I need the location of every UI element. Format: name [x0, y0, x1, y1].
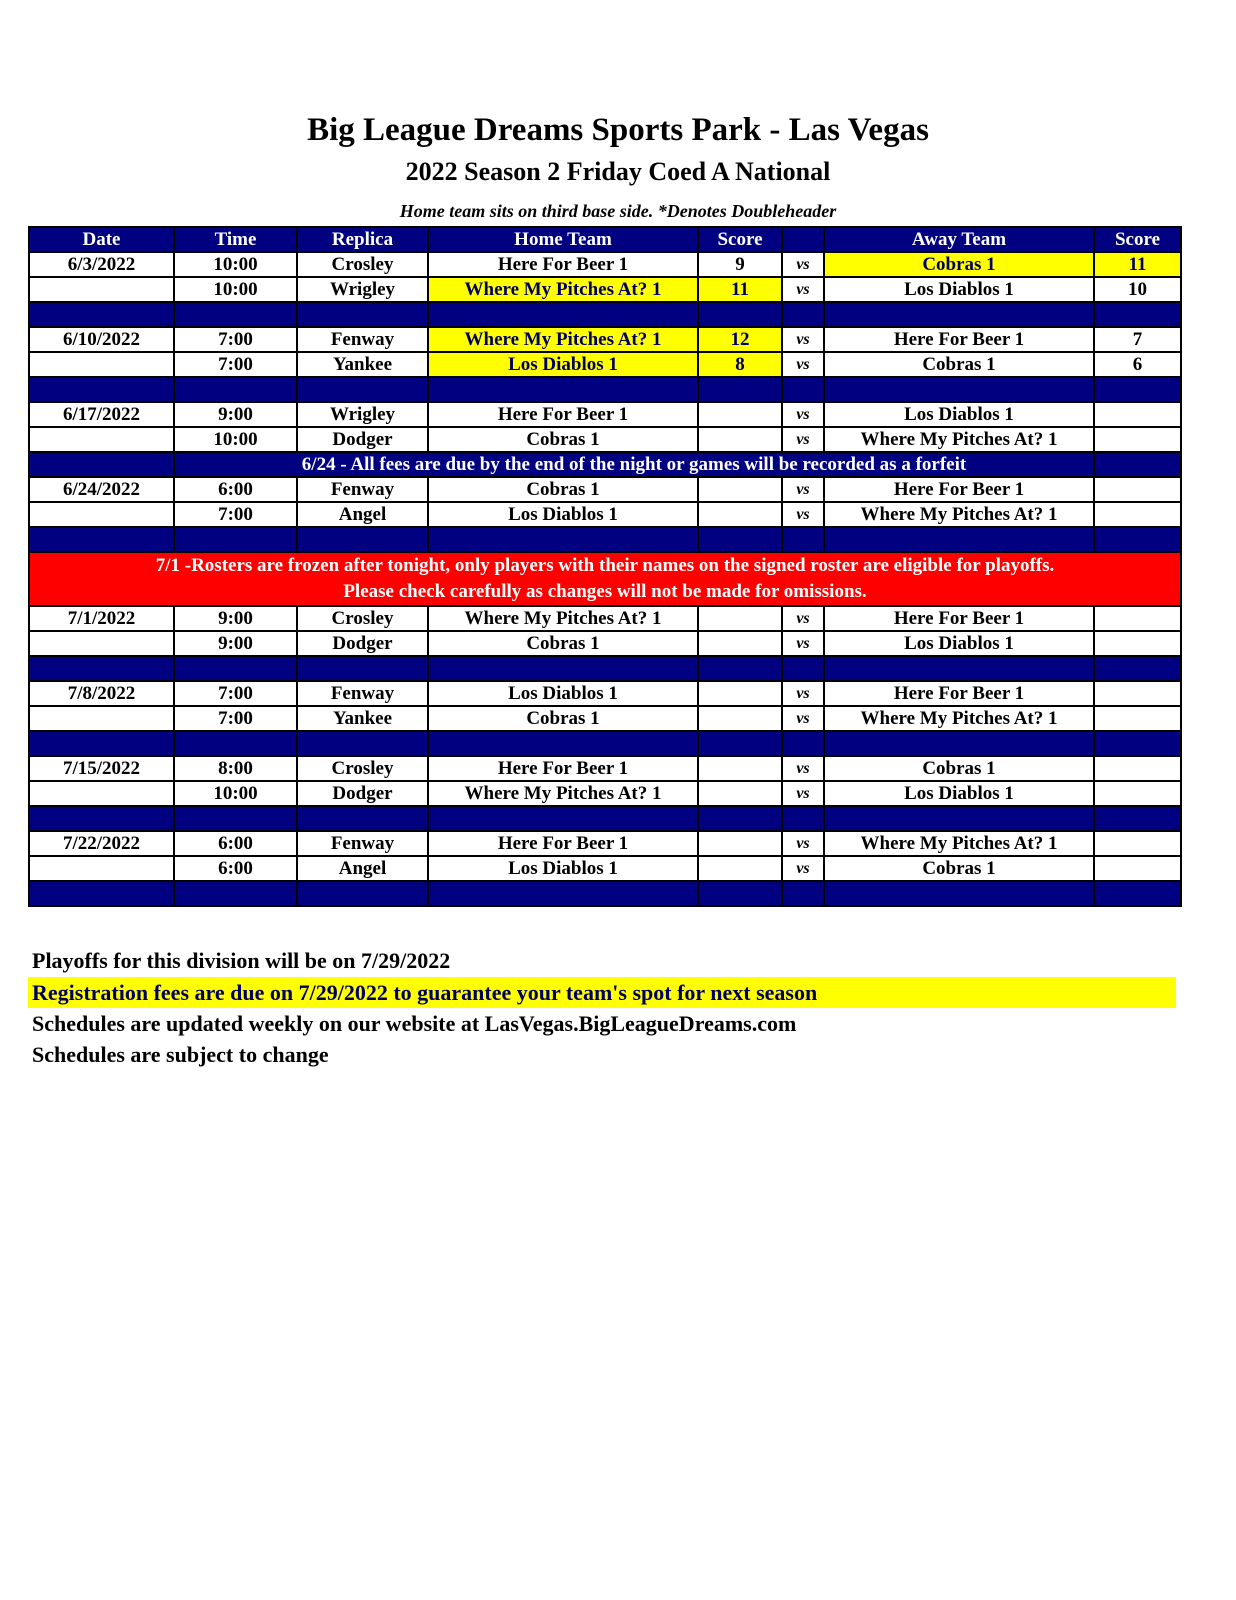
game-date [29, 631, 174, 656]
spacer-cell [1094, 302, 1181, 327]
home-team: Los Diablos 1 [428, 502, 698, 527]
game-row [29, 427, 1181, 452]
game-row [29, 706, 1181, 731]
spacer-cell [297, 881, 428, 906]
spacer-cell [782, 302, 824, 327]
spacer-cell [698, 806, 782, 831]
spacer-cell [1094, 881, 1181, 906]
game-date [29, 856, 174, 881]
vs-label: vs [782, 477, 824, 502]
home-team: Cobras 1 [428, 631, 698, 656]
game-time: 8:00 [174, 756, 297, 781]
game-date [29, 427, 174, 452]
away-score [1094, 427, 1181, 452]
field-name: Crosley [297, 606, 428, 631]
away-score: 7 [1094, 327, 1181, 352]
spacer-row [29, 806, 1181, 831]
schedule-table [28, 226, 1182, 907]
spacer-row [29, 881, 1181, 906]
game-time: 7:00 [174, 327, 297, 352]
home-score [698, 477, 782, 502]
home-score [698, 631, 782, 656]
column-header [782, 227, 824, 252]
spacer-cell [29, 452, 174, 477]
away-score: 10 [1094, 277, 1181, 302]
home-team: Cobras 1 [428, 477, 698, 502]
home-team: Where My Pitches At? 1 [428, 606, 698, 631]
spacer-cell [29, 806, 174, 831]
spacer-cell [297, 806, 428, 831]
game-row [29, 327, 1181, 352]
registration-note: Registration fees are due on 7/29/2022 to guarantee your team's spot for next season [28, 977, 1176, 1008]
field-name: Dodger [297, 631, 428, 656]
column-header: Away Team [824, 227, 1094, 252]
game-date: 6/24/2022 [29, 477, 174, 502]
away-score [1094, 831, 1181, 856]
spacer-cell [698, 731, 782, 756]
page-title: Big League Dreams Sports Park - Las Vegas [307, 112, 929, 148]
spacer-cell [428, 302, 698, 327]
away-score: 6 [1094, 352, 1181, 377]
game-row [29, 477, 1181, 502]
away-team: Cobras 1 [824, 756, 1094, 781]
spacer-cell [824, 806, 1094, 831]
home-score [698, 856, 782, 881]
field-name: Angel [297, 502, 428, 527]
home-team: Los Diablos 1 [428, 681, 698, 706]
away-score [1094, 631, 1181, 656]
away-score [1094, 706, 1181, 731]
spacer-cell [297, 731, 428, 756]
game-time: 10:00 [174, 781, 297, 806]
away-team: Cobras 1 [824, 352, 1094, 377]
home-score: 9 [698, 252, 782, 277]
website-note: Schedules are updated weekly on our website at LasVegas.BigLeagueDreams.com [32, 1011, 797, 1036]
away-team: Los Diablos 1 [824, 402, 1094, 427]
game-time: 10:00 [174, 252, 297, 277]
vs-label: vs [782, 831, 824, 856]
home-team: Los Diablos 1 [428, 856, 698, 881]
away-team: Los Diablos 1 [824, 631, 1094, 656]
away-score [1094, 856, 1181, 881]
spacer-cell [29, 377, 174, 402]
game-time: 6:00 [174, 856, 297, 881]
spacer-cell [297, 377, 428, 402]
column-header: Score [1094, 227, 1181, 252]
spacer-cell [782, 377, 824, 402]
spacer-cell [174, 377, 297, 402]
spacer-cell [297, 527, 428, 552]
spacer-cell [174, 881, 297, 906]
game-date: 7/1/2022 [29, 606, 174, 631]
field-name: Angel [297, 856, 428, 881]
game-row [29, 352, 1181, 377]
game-time: 7:00 [174, 352, 297, 377]
spacer-cell [29, 656, 174, 681]
column-header: Date [29, 227, 174, 252]
spacer-cell [698, 377, 782, 402]
game-time: 10:00 [174, 277, 297, 302]
game-date: 7/15/2022 [29, 756, 174, 781]
page-subtitle: 2022 Season 2 Friday Coed A National [405, 157, 831, 186]
vs-label: vs [782, 352, 824, 377]
vs-label: vs [782, 402, 824, 427]
field-name: Dodger [297, 781, 428, 806]
spacer-cell [1094, 452, 1181, 477]
away-team: Here For Beer 1 [824, 606, 1094, 631]
spacer-cell [698, 881, 782, 906]
field-name: Crosley [297, 756, 428, 781]
vs-label: vs [782, 856, 824, 881]
game-row [29, 606, 1181, 631]
spacer-cell [174, 527, 297, 552]
away-score [1094, 781, 1181, 806]
game-time: 6:00 [174, 831, 297, 856]
spacer-cell [174, 806, 297, 831]
home-score [698, 781, 782, 806]
spacer-row [29, 302, 1181, 327]
spacer-row [29, 527, 1181, 552]
away-score [1094, 477, 1181, 502]
vs-label: vs [782, 252, 824, 277]
vs-label: vs [782, 681, 824, 706]
alert-row [29, 552, 1181, 606]
notice-text: 6/24 - All fees are due by the end of the night or games will be recorded as a forfeit [174, 452, 1094, 477]
spacer-cell [698, 656, 782, 681]
away-team: Los Diablos 1 [824, 277, 1094, 302]
game-row [29, 252, 1181, 277]
spacer-cell [29, 881, 174, 906]
home-score [698, 606, 782, 631]
field-name: Crosley [297, 252, 428, 277]
spacer-cell [698, 302, 782, 327]
page-note: Home team sits on third base side. *Denotes Doubleheader [399, 201, 837, 221]
away-team: Where My Pitches At? 1 [824, 706, 1094, 731]
away-score [1094, 681, 1181, 706]
spacer-cell [1094, 806, 1181, 831]
spacer-cell [782, 731, 824, 756]
home-score [698, 427, 782, 452]
away-score [1094, 606, 1181, 631]
home-score [698, 706, 782, 731]
game-date: 6/17/2022 [29, 402, 174, 427]
home-score [698, 756, 782, 781]
game-row [29, 502, 1181, 527]
field-name: Dodger [297, 427, 428, 452]
spacer-cell [824, 731, 1094, 756]
away-team: Where My Pitches At? 1 [824, 427, 1094, 452]
spacer-cell [698, 527, 782, 552]
field-name: Yankee [297, 352, 428, 377]
spacer-cell [1094, 377, 1181, 402]
home-team: Here For Beer 1 [428, 252, 698, 277]
away-team: Here For Beer 1 [824, 681, 1094, 706]
game-time: 10:00 [174, 427, 297, 452]
spacer-cell [428, 881, 698, 906]
home-team: Cobras 1 [428, 706, 698, 731]
field-name: Fenway [297, 831, 428, 856]
column-header: Home Team [428, 227, 698, 252]
spacer-cell [824, 881, 1094, 906]
vs-label: vs [782, 706, 824, 731]
game-row [29, 831, 1181, 856]
home-score [698, 502, 782, 527]
spacer-row [29, 377, 1181, 402]
column-header: Replica [297, 227, 428, 252]
spacer-cell [428, 527, 698, 552]
home-team: Here For Beer 1 [428, 402, 698, 427]
spacer-cell [428, 377, 698, 402]
spacer-cell [29, 302, 174, 327]
spacer-cell [1094, 656, 1181, 681]
column-header: Score [698, 227, 782, 252]
alert-line: 7/1 -Rosters are frozen after tonight, only players with their names on the signed roster are eligible for playoffs. [155, 555, 1055, 576]
playoffs-note: Playoffs for this division will be on 7/29/2022 [32, 948, 451, 973]
field-name: Yankee [297, 706, 428, 731]
game-date [29, 706, 174, 731]
home-team: Where My Pitches At? 1 [428, 327, 698, 352]
vs-label: vs [782, 781, 824, 806]
home-score: 11 [698, 277, 782, 302]
spacer-cell [824, 302, 1094, 327]
vs-label: vs [782, 427, 824, 452]
spacer-cell [428, 806, 698, 831]
spacer-cell [782, 527, 824, 552]
alert-text [29, 552, 1181, 606]
home-team: Los Diablos 1 [428, 352, 698, 377]
game-date: 6/3/2022 [29, 252, 174, 277]
game-row [29, 856, 1181, 881]
game-time: 9:00 [174, 606, 297, 631]
away-team: Here For Beer 1 [824, 477, 1094, 502]
away-team: Here For Beer 1 [824, 327, 1094, 352]
game-date [29, 277, 174, 302]
vs-label: vs [782, 327, 824, 352]
game-time: 6:00 [174, 477, 297, 502]
away-score [1094, 756, 1181, 781]
spacer-cell [174, 656, 297, 681]
spacer-cell [428, 656, 698, 681]
vs-label: vs [782, 502, 824, 527]
vs-label: vs [782, 756, 824, 781]
home-team: Where My Pitches At? 1 [428, 781, 698, 806]
game-time: 7:00 [174, 681, 297, 706]
game-time: 7:00 [174, 502, 297, 527]
spacer-cell [782, 806, 824, 831]
game-row [29, 631, 1181, 656]
spacer-row [29, 731, 1181, 756]
home-team: Cobras 1 [428, 427, 698, 452]
vs-label: vs [782, 277, 824, 302]
spacer-cell [824, 377, 1094, 402]
vs-label: vs [782, 631, 824, 656]
game-row [29, 781, 1181, 806]
game-date [29, 502, 174, 527]
home-team: Where My Pitches At? 1 [428, 277, 698, 302]
away-score [1094, 402, 1181, 427]
away-team: Cobras 1 [824, 856, 1094, 881]
spacer-cell [428, 731, 698, 756]
game-date: 7/8/2022 [29, 681, 174, 706]
away-score [1094, 502, 1181, 527]
game-date: 7/22/2022 [29, 831, 174, 856]
spacer-cell [782, 881, 824, 906]
home-team: Here For Beer 1 [428, 756, 698, 781]
field-name: Fenway [297, 477, 428, 502]
game-row [29, 402, 1181, 427]
field-name: Wrigley [297, 277, 428, 302]
home-score: 12 [698, 327, 782, 352]
home-score [698, 681, 782, 706]
field-name: Wrigley [297, 402, 428, 427]
away-team: Where My Pitches At? 1 [824, 502, 1094, 527]
spacer-cell [782, 656, 824, 681]
field-name: Fenway [297, 327, 428, 352]
game-row [29, 277, 1181, 302]
field-name: Fenway [297, 681, 428, 706]
home-score [698, 831, 782, 856]
spacer-cell [824, 656, 1094, 681]
vs-label: vs [782, 606, 824, 631]
spacer-cell [174, 731, 297, 756]
spacer-cell [174, 302, 297, 327]
game-date [29, 781, 174, 806]
table-header [29, 227, 1181, 252]
game-row [29, 681, 1181, 706]
spacer-row [29, 656, 1181, 681]
game-row [29, 756, 1181, 781]
change-note: Schedules are subject to change [32, 1042, 329, 1067]
spacer-cell [29, 527, 174, 552]
spacer-cell [1094, 527, 1181, 552]
spacer-cell [824, 527, 1094, 552]
home-score [698, 402, 782, 427]
game-time: 9:00 [174, 631, 297, 656]
home-team: Here For Beer 1 [428, 831, 698, 856]
column-header: Time [174, 227, 297, 252]
spacer-cell [297, 656, 428, 681]
game-date: 6/10/2022 [29, 327, 174, 352]
game-time: 7:00 [174, 706, 297, 731]
spacer-cell [297, 302, 428, 327]
away-team: Los Diablos 1 [824, 781, 1094, 806]
away-team: Where My Pitches At? 1 [824, 831, 1094, 856]
alert-line: Please check carefully as changes will not be made for omissions. [343, 581, 867, 602]
notice-row [29, 452, 1181, 477]
game-time: 9:00 [174, 402, 297, 427]
spacer-cell [1094, 731, 1181, 756]
away-team: Cobras 1 [824, 252, 1094, 277]
home-score: 8 [698, 352, 782, 377]
away-score: 11 [1094, 252, 1181, 277]
game-date [29, 352, 174, 377]
spacer-cell [29, 731, 174, 756]
